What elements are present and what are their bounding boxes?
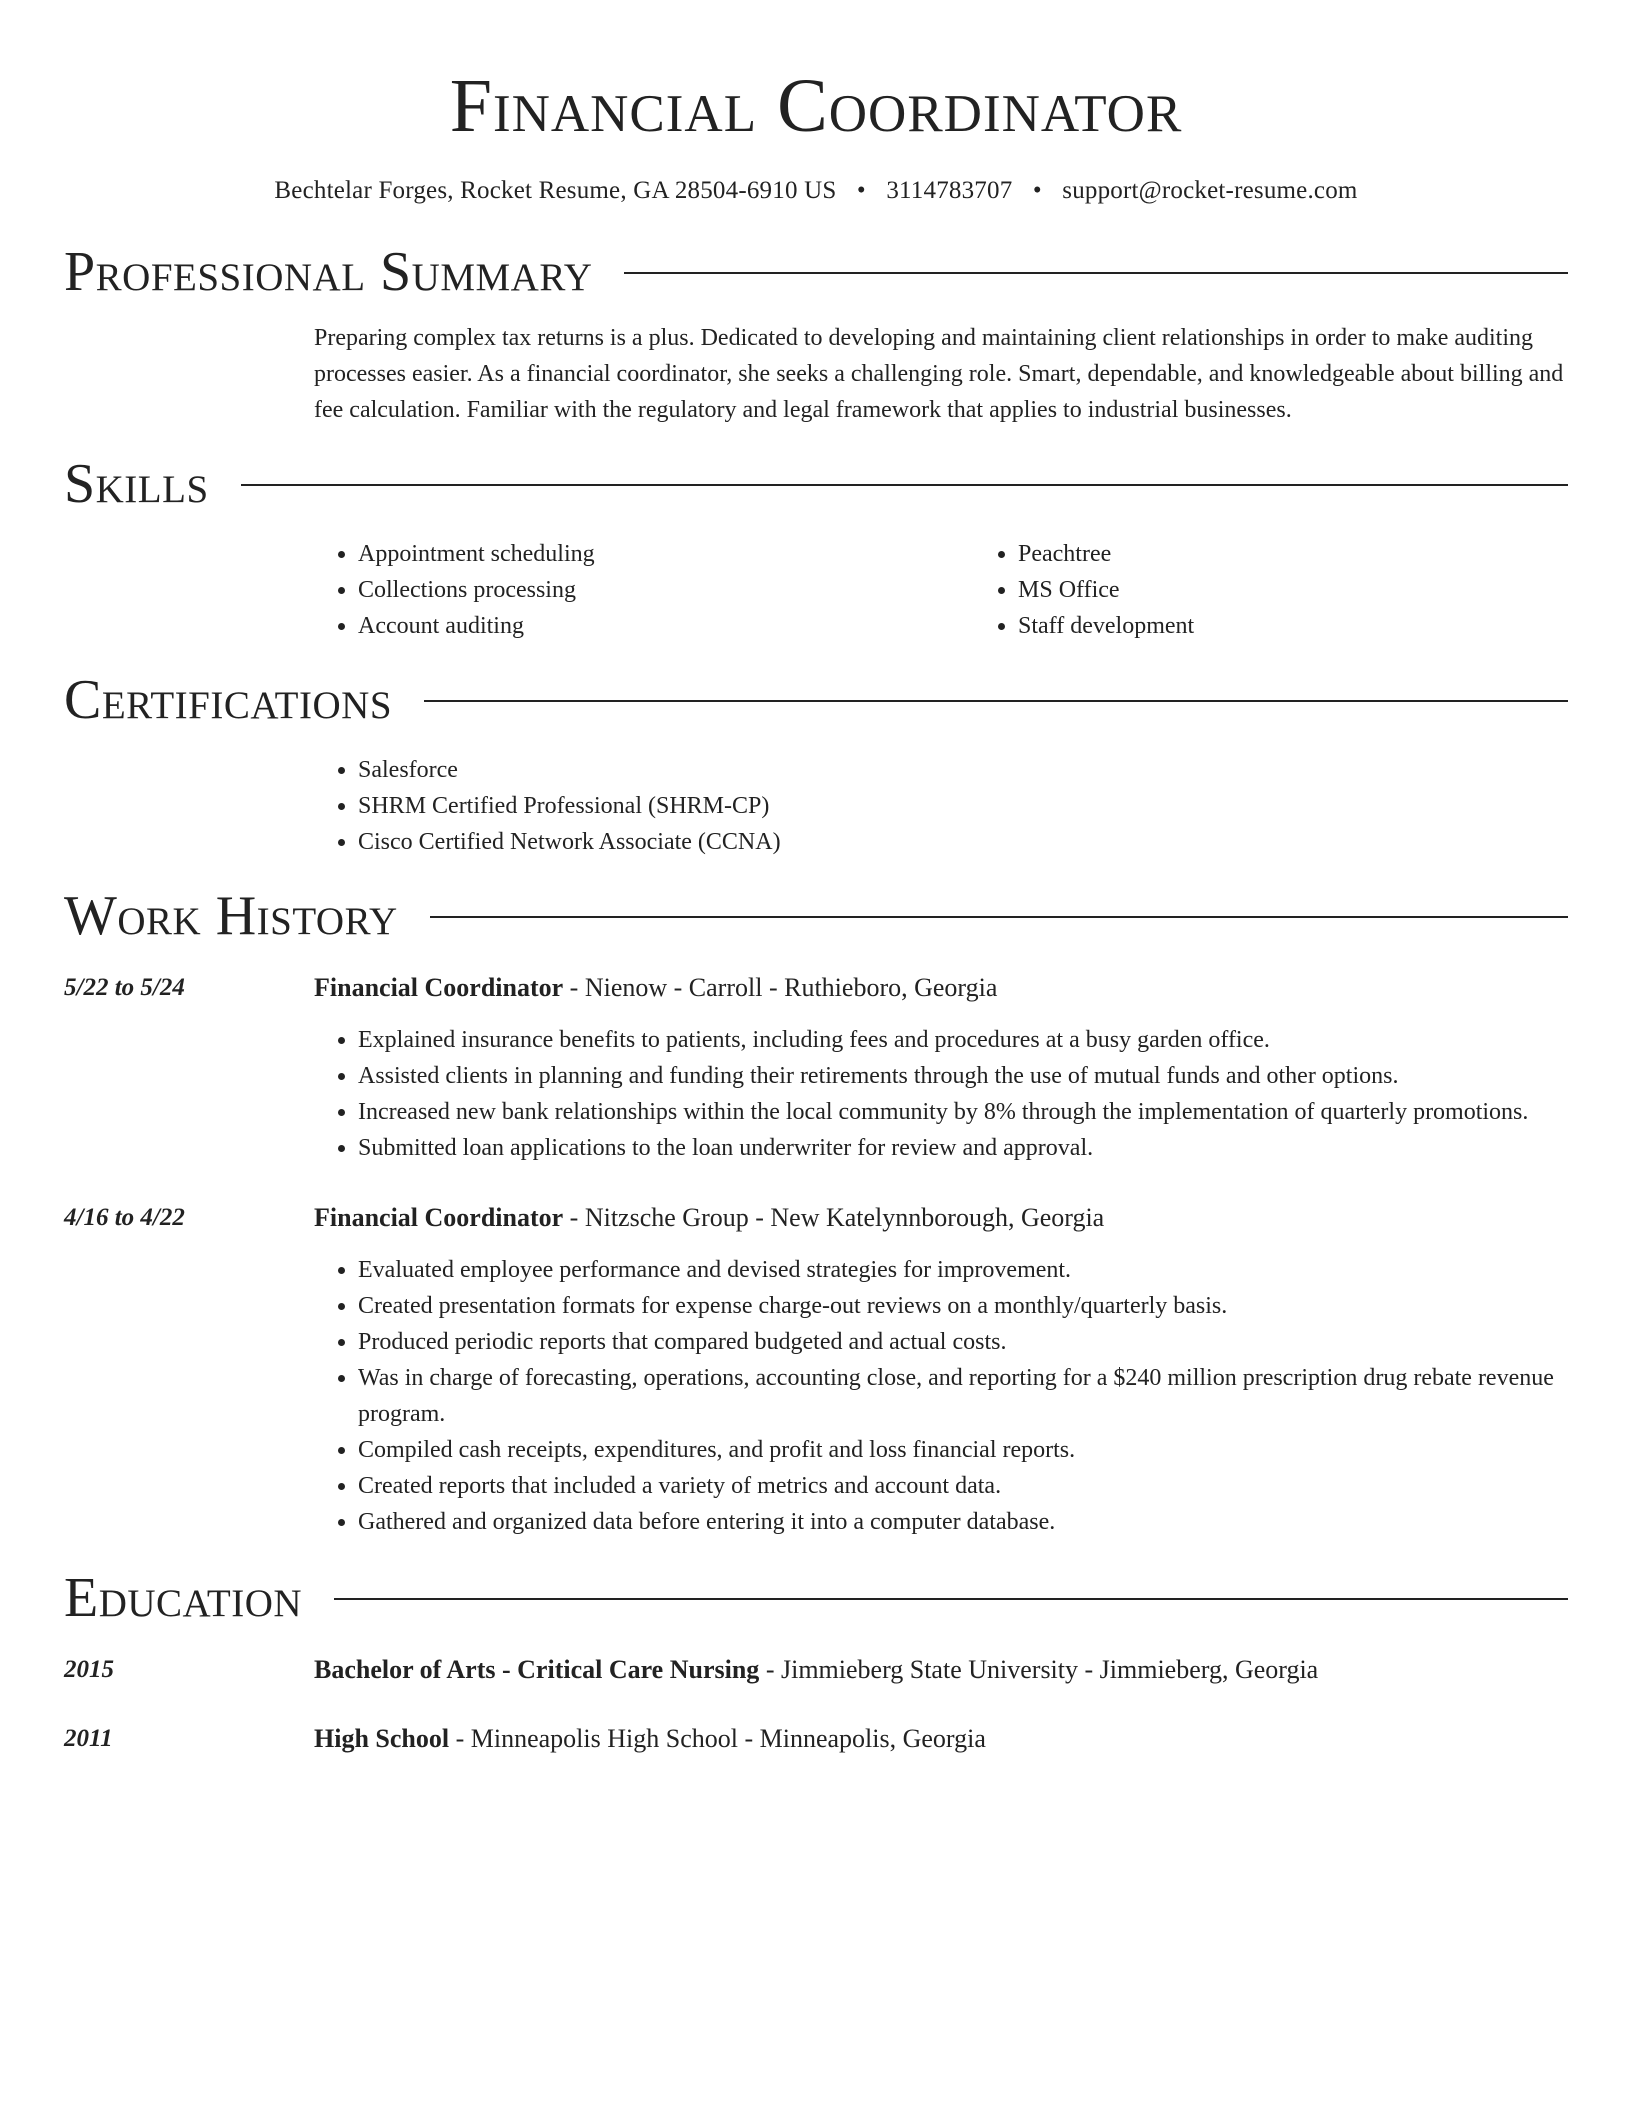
job-bullet: • Submitted loan applications to the loan underwriter for review and approval. — [358, 1130, 1568, 1166]
job-bullet: • Explained insurance benefits to patients, including fees and procedures at a busy garden office. — [358, 1022, 1568, 1058]
certifications-list — [314, 752, 1568, 860]
job-bullet: • Was in charge of forecasting, operations, accounting close, and reporting for a $240 million prescription drug rebate revenue program. — [358, 1360, 1568, 1432]
job-entry — [64, 970, 1568, 1166]
job-bullet: • Created presentation formats for expense charge-out reviews on a monthly/quarterly basis. — [358, 1288, 1568, 1324]
skill-item: • Collections processing — [358, 572, 974, 608]
education-degree: High School — [314, 1724, 450, 1753]
job-bullet: • Gathered and organized data before entering it into a computer database. — [358, 1504, 1568, 1540]
skills-column-1 — [314, 536, 974, 644]
section-divider — [430, 916, 1568, 918]
section-title: Education — [64, 1567, 303, 1629]
education-entry — [64, 1652, 1568, 1688]
job-bullet: • Assisted clients in planning and funding their retirements through the use of mutual funds and other options. — [358, 1058, 1568, 1094]
job-employer: - Nienow - Carroll - Ruthieboro, Georgia — [563, 973, 998, 1002]
skills-column-2 — [974, 536, 1632, 644]
section-title: Work History — [64, 885, 398, 947]
certifications-spacer — [64, 734, 314, 860]
section-divider — [424, 700, 1568, 702]
education-school: - Minneapolis High School - Minneapolis, Georgia — [449, 1724, 986, 1753]
section-title: Skills — [64, 453, 209, 515]
job-dates: 4/16 to 4/22 — [64, 1204, 185, 1231]
skill-item: • MS Office — [1018, 572, 1632, 608]
job-employer: - Nitzsche Group - New Katelynnborough, Georgia — [563, 1203, 1105, 1232]
resume-page — [64, 0, 1568, 1757]
section-divider — [241, 484, 1568, 486]
skills-grid — [314, 536, 1632, 644]
job-bullets — [314, 1022, 1568, 1166]
skill-item: • Peachtree — [1018, 536, 1632, 572]
summary-spacer — [64, 306, 314, 428]
job-title: Financial Coordinator — [314, 973, 564, 1002]
skill-item: • Appointment scheduling — [358, 536, 974, 572]
job-body — [314, 1200, 1568, 1540]
section-header-education — [64, 1564, 1568, 1632]
summary-row — [64, 306, 1568, 428]
education-line — [314, 1652, 1568, 1688]
education-line — [314, 1721, 1568, 1757]
job-title: Financial Coordinator — [314, 1203, 564, 1232]
skill-item: • Account auditing — [358, 608, 974, 644]
contact-email: support@rocket-resume.com — [1062, 177, 1358, 204]
contact-phone: 3114783707 — [886, 177, 1013, 204]
education-school: - Jimmieberg State University - Jimmieberg, Georgia — [759, 1655, 1319, 1684]
certification-item: • SHRM Certified Professional (SHRM-CP) — [358, 788, 1568, 824]
job-dates: 5/22 to 5/24 — [64, 974, 185, 1001]
section-divider — [334, 1598, 1568, 1600]
job-bullet: • Increased new bank relationships within the local community by 8% through the implementation of quarterly promotions. — [358, 1094, 1568, 1130]
contact-line — [64, 174, 1568, 208]
skills-spacer — [64, 518, 314, 644]
job-bullet: • Compiled cash receipts, expenditures, and profit and loss financial reports. — [358, 1432, 1568, 1468]
job-bullet: • Produced periodic reports that compared budgeted and actual costs. — [358, 1324, 1568, 1360]
job-entry — [64, 1200, 1568, 1540]
section-header-certifications — [64, 666, 1568, 734]
summary-text: Preparing complex tax returns is a plus. Dedicated to developing and maintaining client relationships in order to make auditing processes easier. As a financial coordinator, she seeks a challenging role. Smart, dependable, and knowledgeable about billing and fee calculation. Familiar with the regulatory and legal framework that applies to industrial businesses. — [314, 325, 1564, 423]
education-entry — [64, 1721, 1568, 1757]
skills-row — [64, 518, 1568, 644]
section-header-summary — [64, 238, 1568, 306]
certification-item: • Cisco Certified Network Associate (CCNA) — [358, 824, 1568, 860]
job-title-line — [314, 970, 1568, 1006]
job-title-line — [314, 1200, 1568, 1236]
job-bullets — [314, 1252, 1568, 1540]
certifications-bullets — [314, 752, 1568, 860]
education-degree: Bachelor of Arts - Critical Care Nursing — [314, 1655, 760, 1684]
candidate-title: Financial Coordinator — [449, 64, 1183, 148]
contact-separator: • — [1032, 177, 1042, 204]
job-bullet: • Evaluated employee performance and devised strategies for improvement. — [358, 1252, 1568, 1288]
certification-item: • Salesforce — [358, 752, 1568, 788]
section-header-skills — [64, 450, 1568, 518]
section-title: Professional Summary — [64, 241, 593, 303]
section-title: Certifications — [64, 669, 393, 731]
education-year: 2011 — [64, 1725, 113, 1752]
skill-item: • Staff development — [1018, 608, 1632, 644]
contact-address: Bechtelar Forges, Rocket Resume, GA 28504-6910 US — [274, 177, 837, 204]
section-divider — [624, 272, 1568, 274]
job-body — [314, 970, 1568, 1166]
job-bullet: • Created reports that included a variety of metrics and account data. — [358, 1468, 1568, 1504]
contact-separator: • — [856, 177, 866, 204]
education-year: 2015 — [64, 1656, 114, 1683]
section-header-work-history — [64, 882, 1568, 950]
certifications-row — [64, 734, 1568, 860]
